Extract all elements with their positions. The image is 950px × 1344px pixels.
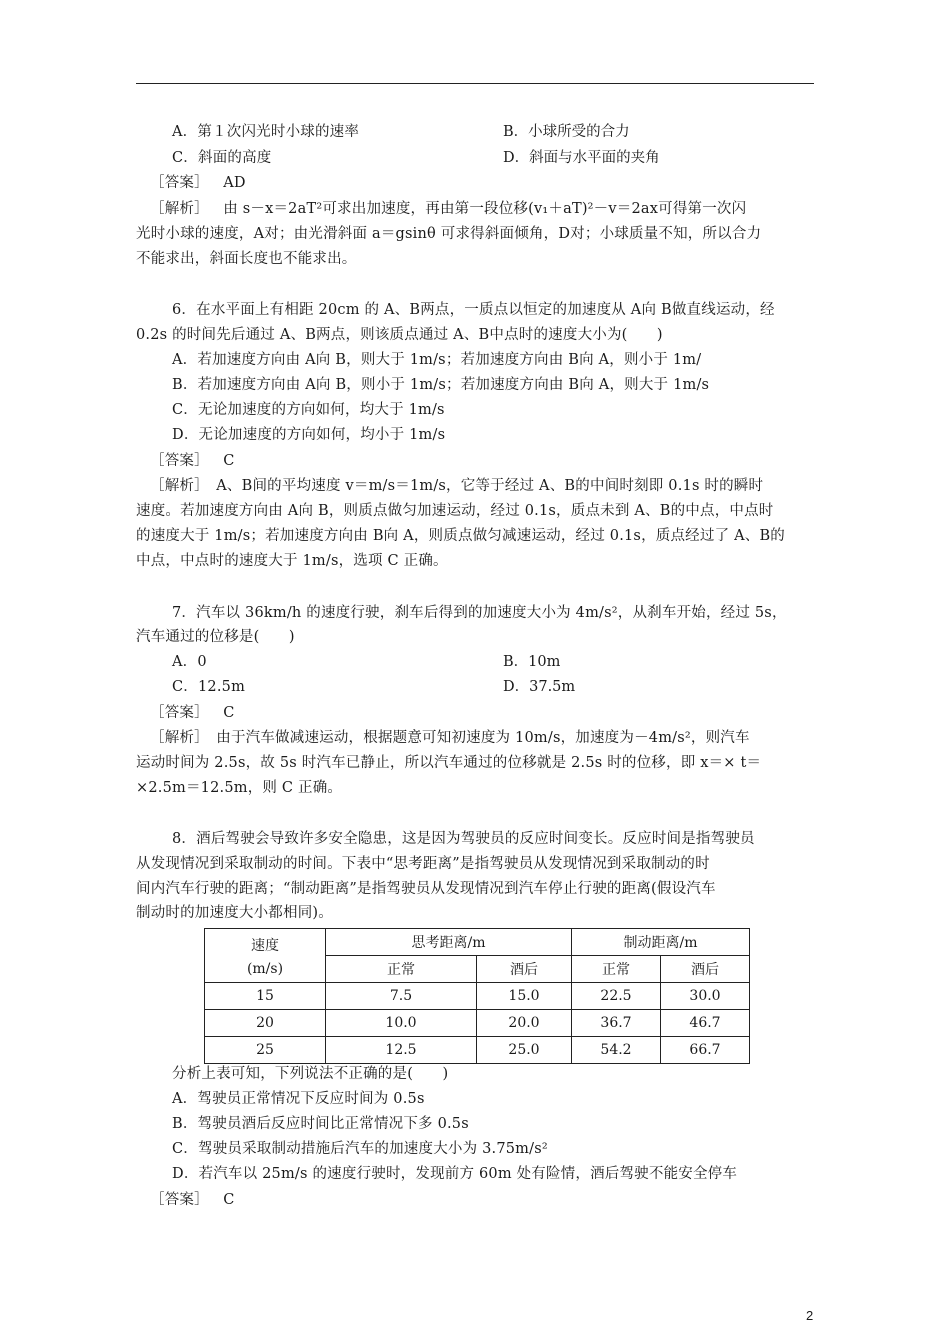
q7-analysis-line-2: 运动时间为 2.5s，故 5s 时汽车已静止，所以汽车通过的位移就是 2.5s 时的位移，即 x＝× t＝ <box>136 755 762 771</box>
q7-analysis-line-1: ［解析］ 由于汽车做减速运动，根据题意可知初速度为 10m/s，加速度为－4m/s²，则汽车 <box>150 730 750 746</box>
table-cell: 7.5 <box>326 983 477 1010</box>
q6-analysis-line-1: ［解析］ A、B间的平均速度 v＝m/s＝1m/s，它等于经过 A、B的中间时刻即 0.1s 时的瞬时 <box>150 478 764 494</box>
q5-analysis-1a: 由 <box>223 201 238 217</box>
q7-answer-label: ［答案］ <box>150 705 209 721</box>
q5-answer <box>150 173 830 193</box>
table-cell: 66.7 <box>661 1037 750 1064</box>
q8-stem-3: 间内汽车行驶的距离；“制动距离”是指驾驶员从发现情况到汽车停止行驶的距离(假设汽车 <box>136 881 716 897</box>
q8-option-c: C．驾驶员采取制动措施后汽车的加速度大小为 3.75m/s² <box>172 1141 548 1157</box>
header-think-normal: 正常 <box>326 956 477 983</box>
q7-answer-value: C <box>223 705 235 721</box>
q7-option-b: B．10m <box>503 654 561 670</box>
page-number: 2 <box>806 1308 814 1323</box>
table-cell: 12.5 <box>326 1037 477 1064</box>
q6-stem-1: 6．在水平面上有相距 20cm 的 A、B两点，一质点以恒定的加速度从 A向 B做直线运动，经 <box>172 302 775 318</box>
q6-analysis-line-2: 速度。若加速度方向由 A向 B，则质点做匀加速运动，经过 0.1s，质点未到 A、B的中点，中点时 <box>136 503 774 519</box>
q8-stem-4: 制动时的加速度大小都相同)。 <box>136 905 333 921</box>
table-cell: 22.5 <box>572 983 661 1010</box>
q5-answer-value: AD <box>223 175 246 191</box>
q6-answer-value: C <box>223 453 235 469</box>
q8-after-table: 分析上表可知，下列说法不正确的是( ) <box>172 1066 449 1082</box>
q7-option-c: C．12.5m <box>172 679 246 695</box>
q6-analysis-line-4: 中点，中点时的速度大于 1m/s，选项 C 正确。 <box>136 553 448 569</box>
q5-analysis-line-1 <box>150 199 830 219</box>
table-cell: 36.7 <box>572 1010 661 1037</box>
q7-stem-2: 汽车通过的位移是( ) <box>136 629 295 645</box>
table-header-row <box>205 929 750 956</box>
q6-option-d: D．无论加速度的方向如何，均小于 1m/s <box>172 427 446 443</box>
table-cell: 10.0 <box>326 1010 477 1037</box>
table-cell: 30.0 <box>661 983 750 1010</box>
header-think-distance: 思考距离/m <box>326 929 572 956</box>
q6-stem-2: 0.2s 的时间先后通过 A、B两点，则该质点通过 A、B中点时的速度大小为( ) <box>136 327 663 343</box>
table-cell: 25.0 <box>477 1037 572 1064</box>
q8-answer-value: C <box>223 1192 235 1208</box>
q8-option-b: B．驾驶员酒后反应时间比正常情况下多 0.5s <box>172 1116 469 1132</box>
q5-analysis-label: ［解析］ <box>150 201 209 217</box>
header-speed-line-2: (m/s) <box>246 960 284 977</box>
q5-analysis-line-2: 光时小球的速度，A对；由光滑斜面 a＝gsinθ 可求得斜面倾角，D对；小球质量不知，所以合力 <box>136 226 762 242</box>
q5-option-a: A．第１次闪光时小球的速率 <box>172 124 360 140</box>
q5-option-b: B．小球所受的合力 <box>503 124 630 140</box>
q7-analysis-line-3: ×2.5m＝12.5m，则 C 正确。 <box>136 780 343 796</box>
q6-option-a: A．若加速度方向由 A向 B，则大于 1m/s；若加速度方向由 B向 A，则小于 1m/ <box>172 352 702 368</box>
table-cell: 20.0 <box>477 1010 572 1037</box>
header-speed-line-1: 速度 <box>251 937 279 954</box>
q8-option-a: A．驾驶员正常情况下反应时间为 0.5s <box>172 1091 425 1107</box>
table-row <box>205 1010 750 1037</box>
q6-analysis-line-3: 的速度大于 1m/s；若加速度方向由 B向 A，则质点做匀减速运动，经过 0.1s，质点经过了 A、B的 <box>136 528 785 544</box>
q7-option-d: D．37.5m <box>503 679 576 695</box>
table-row <box>205 1037 750 1064</box>
q6-answer <box>150 451 830 471</box>
q8-answer-label: ［答案］ <box>150 1192 209 1208</box>
header-speed <box>205 929 326 983</box>
distance-table <box>204 928 750 1064</box>
header-brake-drunk: 酒后 <box>661 956 750 983</box>
q7-stem-1: 7．汽车以 36km/h 的速度行驶，刹车后得到的加速度大小为 4m/s²，从刹车开始，经过 5s， <box>172 605 787 621</box>
q8-stem-1: 8．酒后驾驶会导致许多安全隐患，这是因为驾驶员的反应时间变长。反应时间是指驾驶员 <box>172 831 755 847</box>
header-brake-normal: 正常 <box>572 956 661 983</box>
q7-option-a: A．0 <box>172 654 207 670</box>
table-cell: 15 <box>205 983 326 1010</box>
q5-answer-label: ［答案］ <box>150 175 209 191</box>
table-cell: 46.7 <box>661 1010 750 1037</box>
header-brake-distance: 制动距离/m <box>572 929 750 956</box>
table-row <box>205 983 750 1010</box>
q5-option-c: C．斜面的高度 <box>172 150 272 166</box>
header-rule <box>136 83 814 84</box>
header-think-drunk: 酒后 <box>477 956 572 983</box>
q7-answer <box>150 703 830 723</box>
q6-option-c: C．无论加速度的方向如何，均大于 1m/s <box>172 402 445 418</box>
q8-answer <box>150 1190 830 1210</box>
table-cell: 15.0 <box>477 983 572 1010</box>
table-cell: 25 <box>205 1037 326 1064</box>
q5-option-d: D．斜面与水平面的夹角 <box>503 150 660 166</box>
q8-stem-2: 从发现情况到采取制动的时间。下表中“思考距离”是指驾驶员从发现情况到采取制动的时 <box>136 856 710 872</box>
table-cell: 20 <box>205 1010 326 1037</box>
table-cell: 54.2 <box>572 1037 661 1064</box>
q8-option-d: D．若汽车以 25m/s 的速度行驶时，发现前方 60m 处有险情，酒后驾驶不能安全停车 <box>172 1166 738 1182</box>
q5-analysis-1b: s－x＝2aT²可求出加速度，再由第一段位移(v₁＋aT)²－v＝2ax可得第一次闪 <box>242 201 747 217</box>
q5-analysis-line-3: 不能求出，斜面长度也不能求出。 <box>136 251 357 267</box>
q6-option-b: B．若加速度方向由 A向 B，则小于 1m/s；若加速度方向由 B向 A，则大于 1m/s <box>172 377 710 393</box>
q6-answer-label: ［答案］ <box>150 453 209 469</box>
